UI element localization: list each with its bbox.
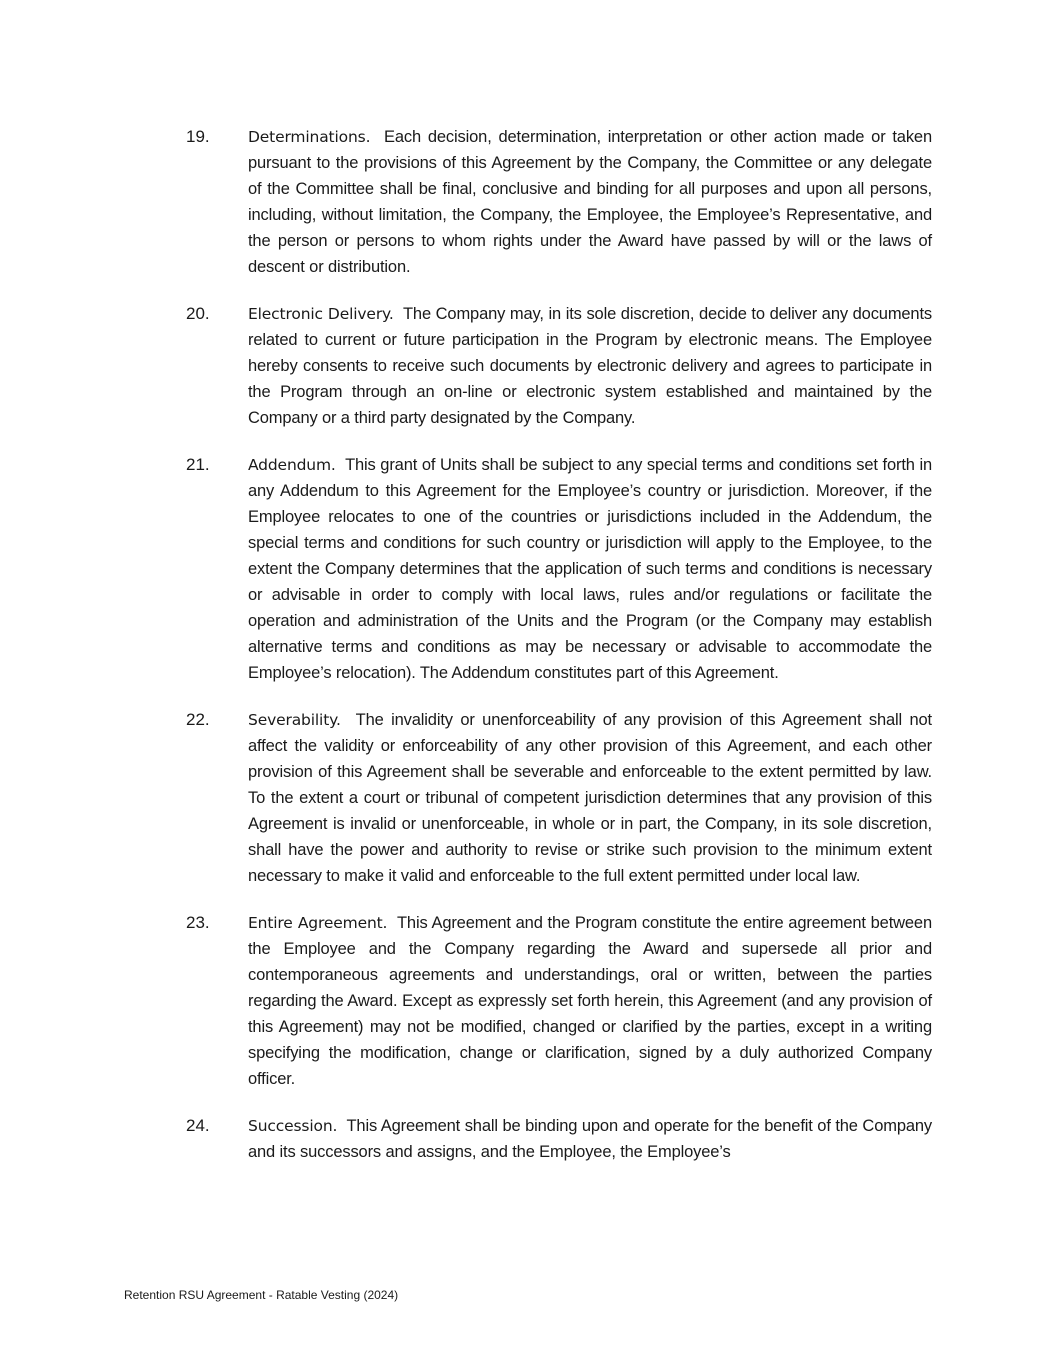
- section-24: [186, 1113, 932, 1165]
- section-heading: Entire Agreement.: [248, 914, 388, 932]
- section-heading: Addendum.: [248, 456, 336, 474]
- section-number: 21.: [186, 455, 210, 474]
- section-heading: Severability.: [248, 711, 341, 729]
- section-text: This grant of Units shall be subject to any special terms and conditions set forth in any Addendum to this Agreement for the Employee’s country or jurisdiction. Moreover, if the Employee relocates to one of the countries or jurisdictions included in the Addendum, the special terms and conditions for such country or jurisdiction will apply to the Employee, to the extent the Company determines that the application of such terms and conditions is necessary or advisable in order to comply with local laws, rules and/or regulations or facilitate the operation and administration of the Units and the Program (or the Company may establish alternative terms and conditions as may be necessary or advisable to accommodate the Employee’s relocation). The Addendum constitutes part of this Agreement.: [248, 456, 932, 682]
- section-number: 24.: [186, 1116, 210, 1135]
- section-text: This Agreement shall be binding upon and operate for the benefit of the Company and its successors and assigns, and the Employee, the Employee’s: [248, 1117, 932, 1161]
- section-heading: Determinations.: [248, 128, 371, 146]
- page-footer: Retention RSU Agreement - Ratable Vesting (2024): [124, 1288, 399, 1302]
- section-body: [248, 1113, 932, 1165]
- section-text: The invalidity or unenforceability of any provision of this Agreement shall not affect the validity or enforceability of any other provision of this Agreement, and each other provision of this Agreement shall be severable and enforceable to the extent permitted by law. To the extent a court or tribunal of competent jurisdiction determines that any provision of this Agreement is invalid or unenforceable, in whole or in part, the Company, in its sole discretion, shall have the power and authority to revise or strike such provision to the minimum extent necessary to make it valid and enforceable to the full extent permitted under local law.: [248, 711, 932, 885]
- section-heading: Electronic Delivery.: [248, 305, 394, 323]
- section-body: [248, 301, 932, 431]
- section-19: [186, 124, 932, 280]
- section-20: [186, 301, 932, 431]
- section-number: 22.: [186, 710, 210, 729]
- section-number: 19.: [186, 127, 210, 146]
- sections-list: [186, 124, 932, 1186]
- section-text: The Company may, in its sole discretion, decide to deliver any documents related to current or future participation in the Program by electronic means. The Employee hereby consents to receive such documents by electronic delivery and agrees to participate in the Program through an on-line or electronic system established and maintained by the Company or a third party designated by the Company.: [248, 305, 932, 427]
- section-heading: Succession.: [248, 1117, 338, 1135]
- section-body: [248, 910, 932, 1092]
- section-body: [248, 124, 932, 280]
- section-number: 20.: [186, 304, 210, 323]
- section-number: 23.: [186, 913, 210, 932]
- section-text: This Agreement and the Program constitute the entire agreement between the Employee and the Company regarding the Award and supersede all prior and contemporaneous agreements and understandings, oral or written, between the parties regarding the Award. Except as expressly set forth herein, this Agreement (and any provision of this Agreement) may not be modified, changed or clarified by the parties, except in a writing specifying the modification, change or clarification, signed by a duly authorized Company officer.: [248, 914, 932, 1088]
- section-23: [186, 910, 932, 1092]
- section-text: Each decision, determination, interpretation or other action made or taken pursuant to the provisions of this Agreement by the Company, the Committee or any delegate of the Committee shall be final, conclusive and binding for all purposes and upon all persons, including, without limitation, the Company, the Employee, the Employee’s Representative, and the person or persons to whom rights under the Award have passed by will or the laws of descent or distribution.: [248, 128, 932, 276]
- section-body: [248, 452, 932, 686]
- section-body: [248, 707, 932, 889]
- section-22: [186, 707, 932, 889]
- section-21: [186, 452, 932, 686]
